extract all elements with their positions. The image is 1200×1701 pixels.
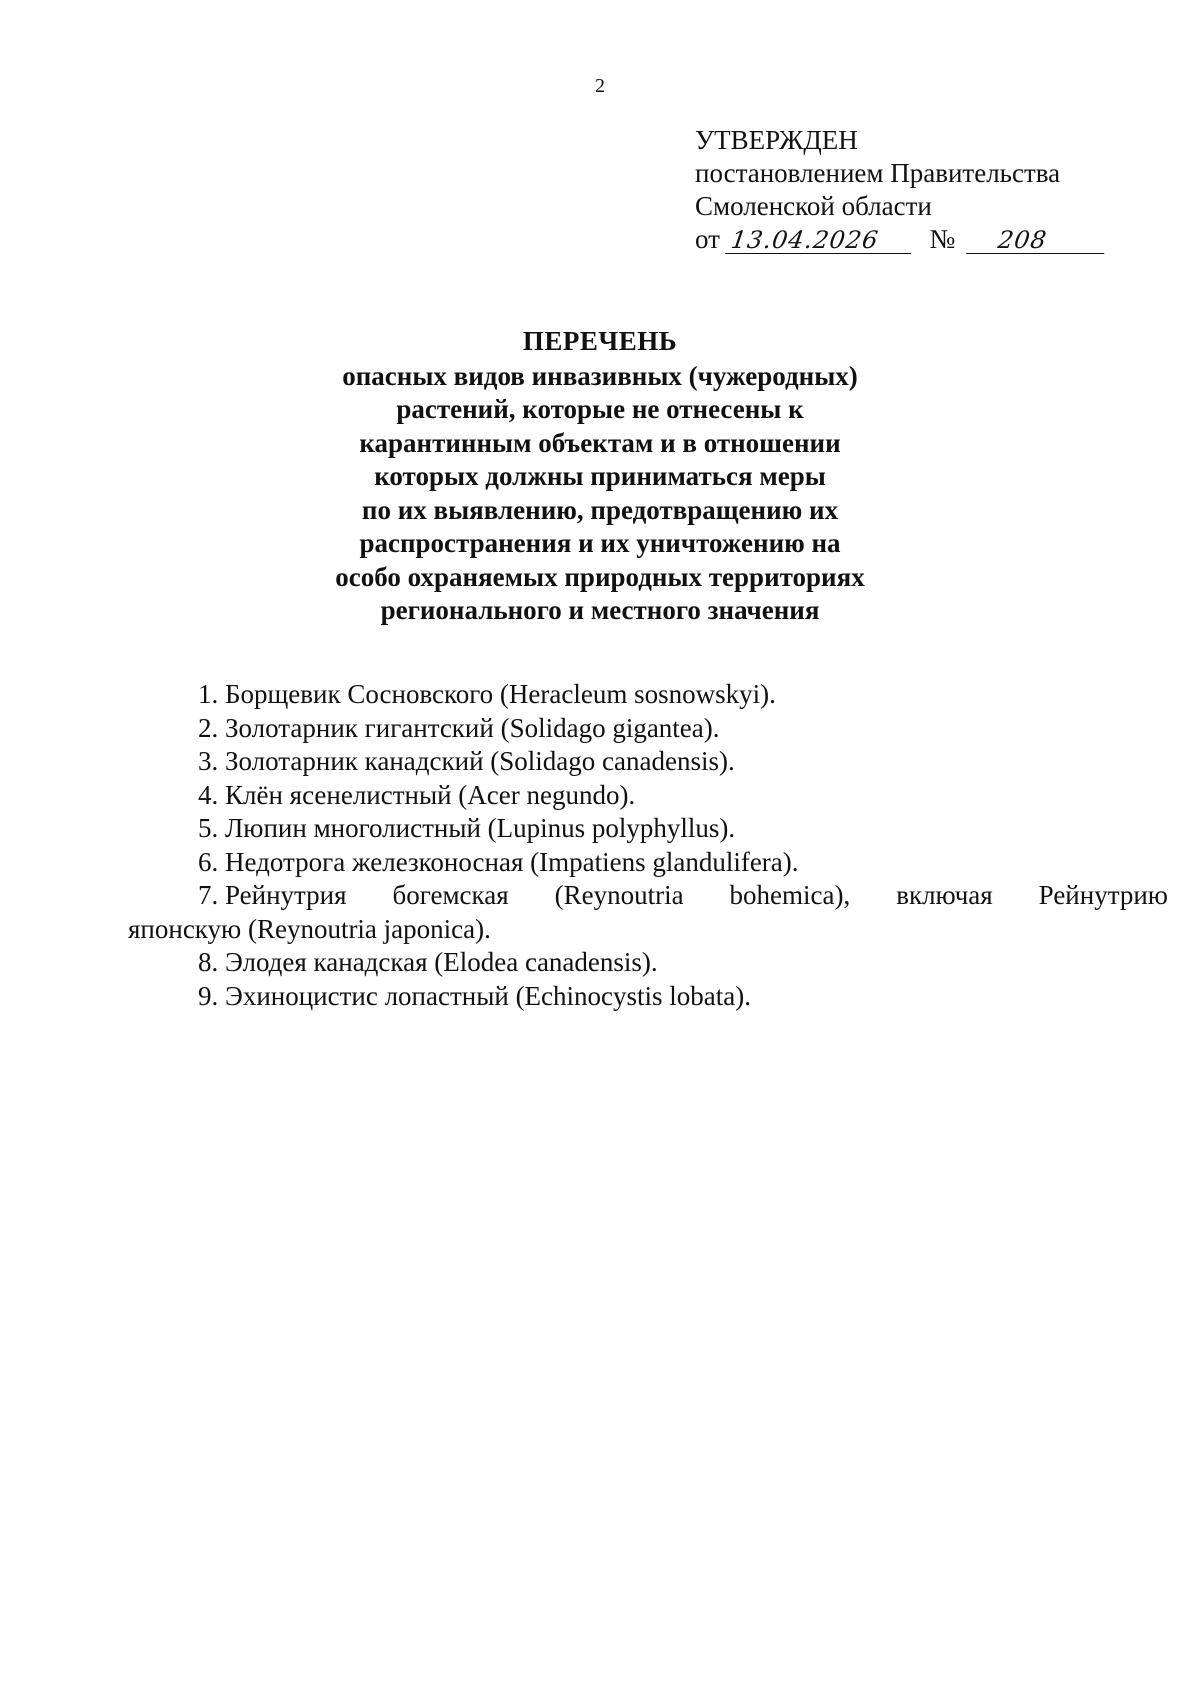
approval-region-line: Смоленской области <box>695 191 932 221</box>
approval-issuer-line: постановлением Правительства <box>695 158 1061 188</box>
word: включая <box>896 880 993 910</box>
list-item: 9. Эхиноцистис лопастный (Echinocystis lobata). <box>198 980 751 1011</box>
word: (Reynoutria <box>554 880 684 910</box>
handwritten-number: 208 <box>966 227 1108 254</box>
title-line: которых должны приниматься меры <box>374 461 826 491</box>
approval-title: УТВЕРЖДЕН <box>695 125 858 155</box>
handwritten-date: 13.04.2026 <box>725 227 915 254</box>
title-line: особо охраняемых природных территориях <box>335 561 865 592</box>
date-prefix: от <box>695 224 720 254</box>
list-item-justified-line <box>128 879 1168 913</box>
word: 7. Рейнутрия <box>198 880 347 910</box>
page-number: 2 <box>595 75 605 97</box>
number-sign: № <box>929 224 956 254</box>
title-line: распространения и их уничтожению на <box>359 528 841 558</box>
approval-stamp <box>695 124 1106 256</box>
title-line: карантинным объектам и в отношении <box>359 427 841 458</box>
list-item: 8. Элодея канадская (Elodea canadensis). <box>198 947 658 977</box>
list-item-continuation: японскую (Reynoutria japonica). <box>128 913 491 944</box>
list-item: 3. Золотарник канадский (Solidago canadensis). <box>198 746 735 776</box>
list-item: 2. Золотарник гигантский (Solidago gigantea). <box>198 712 720 743</box>
word: богемская <box>392 880 509 910</box>
document-title <box>0 325 1200 628</box>
title-heading: ПЕРЕЧЕНЬ <box>522 326 678 356</box>
species-list <box>128 678 1168 1013</box>
title-line: опасных видов инвазивных (чужеродных) <box>342 360 858 391</box>
approval-date-number-line <box>695 223 1106 256</box>
word: bohemica), <box>729 880 851 910</box>
title-line: по их выявлению, предотвращению их <box>361 494 839 525</box>
list-item <box>128 879 1168 946</box>
list-item: 5. Люпин многолистный (Lupinus polyphyllus). <box>198 813 736 843</box>
list-item: 6. Недотрога железконосная (Impatiens glandulifera). <box>198 846 799 877</box>
list-item: 1. Борщевик Сосновского (Heracleum sosnowskyi). <box>198 679 776 709</box>
title-line: растений, которые не отнесены к <box>396 394 804 424</box>
list-item: 4. Клён ясенелистный (Acer negundo). <box>198 779 636 810</box>
title-line: регионального и местного значения <box>380 595 820 625</box>
word: Рейнутрию <box>1038 880 1168 910</box>
